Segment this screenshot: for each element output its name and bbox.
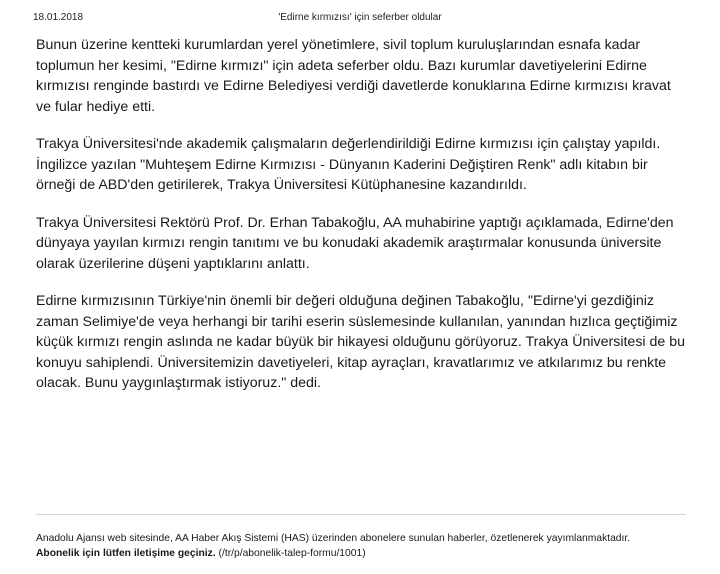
footer <box>36 514 686 561</box>
footer-subscribe <box>36 546 686 561</box>
article-paragraph: Trakya Üniversitesi Rektörü Prof. Dr. Erhan Tabakoğlu, AA muhabirine yaptığı açıklamada, Edirne'den dünyaya yayılan kırmızı rengin tanıtımı ve bu konudaki akademik araştırmalar konusunda üniversite olarak üzerilerine düşeni yaptıklarını anlattı. <box>36 214 674 272</box>
article-paragraph: Trakya Üniversitesi'nde akademik çalışmaların değerlendirildiği Edirne kırmızısı için çalıştay yapıldı. İngilizce yazılan "Muhteşem Edirne Kırmızısı - Dünyanın Kaderini Değiştiren Renk" adlı kitabın bir örneği de ABD'den getirilerek, Trakya Üniversitesi Kütüphanesine kazandırıldı. <box>36 136 661 193</box>
subscribe-link[interactable]: (/tr/p/abonelik-talep-formu/1001) <box>218 548 366 559</box>
article-paragraph: Bunun üzerine kentteki kurumlardan yerel yönetimlere, sivil toplum kuruluşlarından esnafa kadar toplumun her kesimi, "Edirne kırmızı" için adeta seferber oldu. Bazı kurumlar davetiyelerini Edirne kırmızısı renginde bastırdı ve Edirne Belediyesi verdiği davetlerde konuklarına Edirne kırmızısı kravat ve fular hediye etti. <box>36 37 671 115</box>
article-paragraph: Edirne kırmızısının Türkiye'nin önemli bir değeri olduğuna değinen Tabakoğlu, "Edirne'yi gezdiğiniz zaman Selimiye'de veya herhangi bir tarihi eserin süslemesinde kullanılan, yanından hızlıca geçtiğimiz küçük kırmızı rengin aslında ne kadar büyük bir hikayesi olduğunu görüyoruz. Trakya Üniversitesi de bu konuyu sahiplendi. Üniversitemizin davetiyeleri, kitap ayraçları, kravatlarımız ve atkılarımız bu renkte olacak. Bunu yaygınlaştırmak istiyoruz." dedi. <box>36 293 686 391</box>
print-date: 18.01.2018 <box>33 12 84 23</box>
article-body <box>36 35 686 411</box>
footer-notice: Anadolu Ajansı web sitesinde, AA Haber Akış Sistemi (HAS) üzerinden abonelere sunulan haberler, özetlenerek yayımlanmaktadır. <box>36 533 631 544</box>
print-page-title: 'Edirne kırmızısı' için seferber oldular <box>278 12 442 23</box>
print-header <box>33 12 687 26</box>
subscribe-label: Abonelik için lütfen iletişime geçiniz. <box>36 548 216 559</box>
